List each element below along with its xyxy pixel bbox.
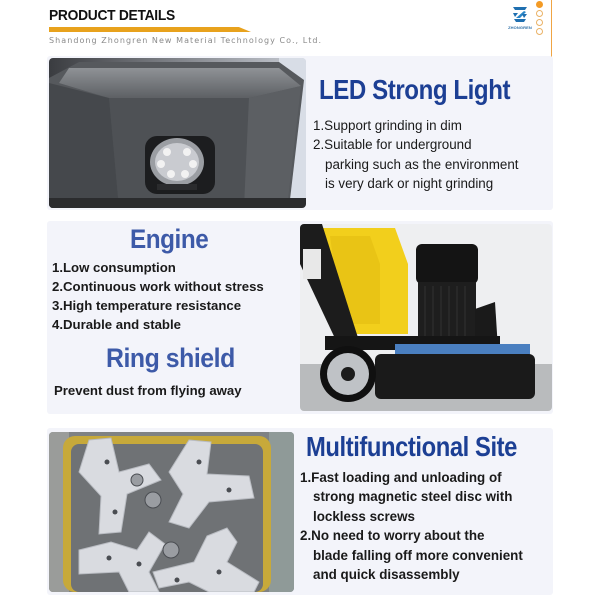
feature-item-continuation: and quick disassembly — [313, 567, 460, 583]
pager-dot[interactable] — [536, 19, 543, 26]
magnetic-discs-photo — [49, 432, 294, 592]
feature-item: 1.Support grinding in dim — [313, 118, 462, 133]
feature-item-continuation: is very dark or night grinding — [325, 176, 494, 192]
feature-list — [300, 468, 523, 584]
feature-item-continuation: blade falling off more convenient — [313, 547, 523, 563]
feature-item: 4.Durable and stable — [52, 317, 181, 332]
subsection-title: Ring shield — [106, 343, 235, 373]
zhongren-logo-icon — [510, 5, 530, 23]
logo-text: ZHONGREN — [508, 25, 532, 30]
magnetic-discs-image — [49, 432, 294, 592]
section-title: Engine — [130, 224, 209, 254]
pager-dot[interactable] — [536, 10, 543, 17]
pager-dots — [535, 0, 545, 38]
grinder-side-photo — [300, 224, 552, 411]
grinder-side-image — [300, 224, 552, 411]
feature-list — [313, 116, 519, 194]
feature-list — [52, 258, 264, 334]
page-header — [0, 0, 600, 50]
led-light-image — [49, 58, 306, 208]
company-name: Shandong Zhongren New Material Technology Co., Ltd. — [49, 36, 323, 45]
feature-item-continuation: lockless screws — [313, 508, 415, 524]
feature-item: 2.No need to worry about the — [300, 528, 485, 544]
feature-item-continuation: parking such as the environment — [325, 156, 519, 172]
feature-item: 1.Low consumption — [52, 260, 176, 275]
led-light-photo — [49, 58, 306, 208]
pager-dot-active[interactable] — [536, 1, 543, 8]
subsection-description: Prevent dust from flying away — [54, 383, 242, 398]
feature-item: 2.Suitable for underground — [313, 137, 472, 153]
company-logo — [505, 5, 535, 33]
section-title: Multifunctional Site — [306, 431, 517, 462]
feature-item-continuation: strong magnetic steel disc with — [313, 489, 513, 505]
section-engine — [47, 221, 553, 414]
section-led-strong-light — [47, 56, 553, 210]
feature-item: 3.High temperature resistance — [52, 298, 242, 313]
feature-item: 2.Continuous work without stress — [52, 279, 264, 294]
section-title: LED Strong Light — [319, 74, 511, 105]
page-title: PRODUCT DETAILS — [49, 7, 175, 24]
title-underline-bar — [49, 27, 251, 32]
feature-item: 1.Fast loading and unloading of — [300, 470, 502, 485]
pager-dot[interactable] — [536, 28, 543, 35]
section-multifunctional-site — [47, 428, 553, 595]
